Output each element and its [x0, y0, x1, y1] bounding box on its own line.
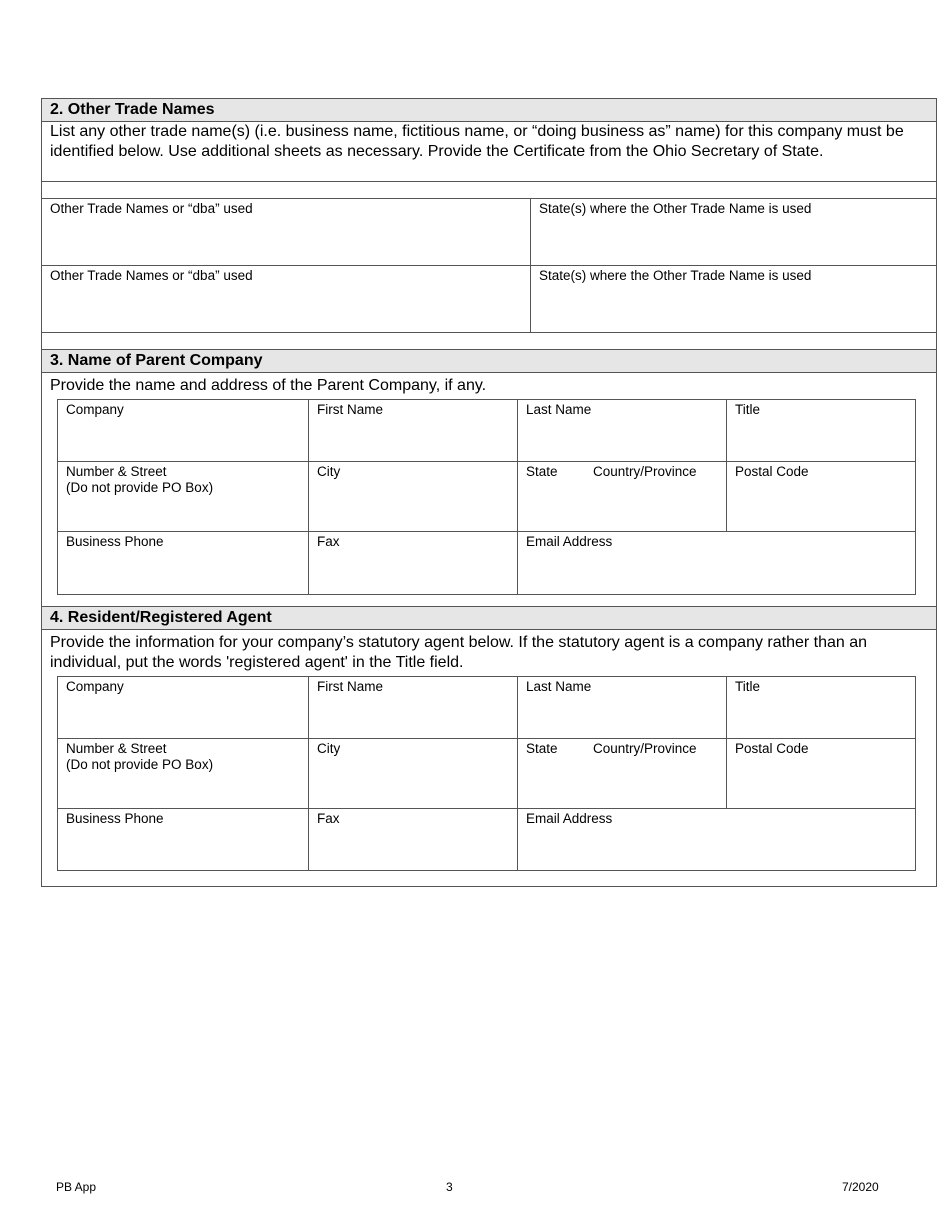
section-4-instructions: Provide the information for your company’s statutory agent below. If the statutory agent is a company rather than an individual, put the words 'registered agent' in the Title field.: [50, 634, 868, 671]
agent-street-field[interactable]: [57, 738, 309, 809]
agent-last-name-field[interactable]: Last Name: [517, 676, 727, 739]
agent-city-field[interactable]: City: [308, 738, 518, 809]
parent-city-field[interactable]: City: [308, 461, 518, 532]
parent-first-name-field[interactable]: First Name: [308, 399, 518, 462]
agent-postal-field[interactable]: Postal Code: [726, 738, 916, 809]
dba-name-field[interactable]: Other Trade Names or “dba” used: [41, 265, 531, 333]
agent-company-field[interactable]: Company: [57, 676, 309, 739]
parent-postal-field[interactable]: Postal Code: [726, 461, 916, 532]
dba-name-field[interactable]: Other Trade Names or “dba” used: [41, 198, 531, 266]
country-label: Country/Province: [593, 741, 697, 756]
parent-phone-field[interactable]: Business Phone: [57, 531, 309, 595]
agent-first-name-field[interactable]: First Name: [308, 676, 518, 739]
section-2-instructions: List any other trade name(s) (i.e. business name, fictitious name, or “doing business as” name) for this company must be identified below. Use additional sheets as necessary. Provide the Certificate from the Ohio Secretary of State.: [50, 123, 904, 160]
dba-state-field[interactable]: State(s) where the Other Trade Name is used: [530, 198, 937, 266]
dba-state-field[interactable]: State(s) where the Other Trade Name is used: [530, 265, 937, 333]
section-3-instructions: Provide the name and address of the Parent Company, if any.: [50, 377, 487, 394]
agent-fax-field[interactable]: Fax: [308, 808, 518, 871]
street-note: (Do not provide PO Box): [66, 480, 214, 495]
parent-last-name-field[interactable]: Last Name: [517, 399, 727, 462]
parent-email-field[interactable]: Email Address: [517, 531, 916, 595]
parent-title-field[interactable]: Title: [726, 399, 916, 462]
street-note: (Do not provide PO Box): [66, 757, 214, 772]
country-label: Country/Province: [593, 464, 697, 479]
section-2-header: 2. Other Trade Names: [41, 98, 937, 122]
footer-date: 7/2020: [842, 1180, 879, 1194]
agent-email-field[interactable]: Email Address: [517, 808, 916, 871]
parent-street-field[interactable]: [57, 461, 309, 532]
state-label: State: [526, 741, 558, 756]
footer-left: PB App: [56, 1180, 97, 1194]
section-3-header: 3. Name of Parent Company: [41, 349, 937, 373]
footer-page-number: 3: [446, 1180, 453, 1194]
state-label: State: [526, 464, 558, 479]
divider: [41, 181, 937, 182]
parent-fax-field[interactable]: Fax: [308, 531, 518, 595]
agent-title-field[interactable]: Title: [726, 676, 916, 739]
street-label: Number & Street: [66, 464, 167, 479]
parent-company-field[interactable]: Company: [57, 399, 309, 462]
street-label: Number & Street: [66, 741, 167, 756]
agent-phone-field[interactable]: Business Phone: [57, 808, 309, 871]
parent-state-country-field[interactable]: [517, 461, 727, 532]
section-4-header: 4. Resident/Registered Agent: [41, 606, 937, 630]
agent-state-country-field[interactable]: [517, 738, 727, 809]
